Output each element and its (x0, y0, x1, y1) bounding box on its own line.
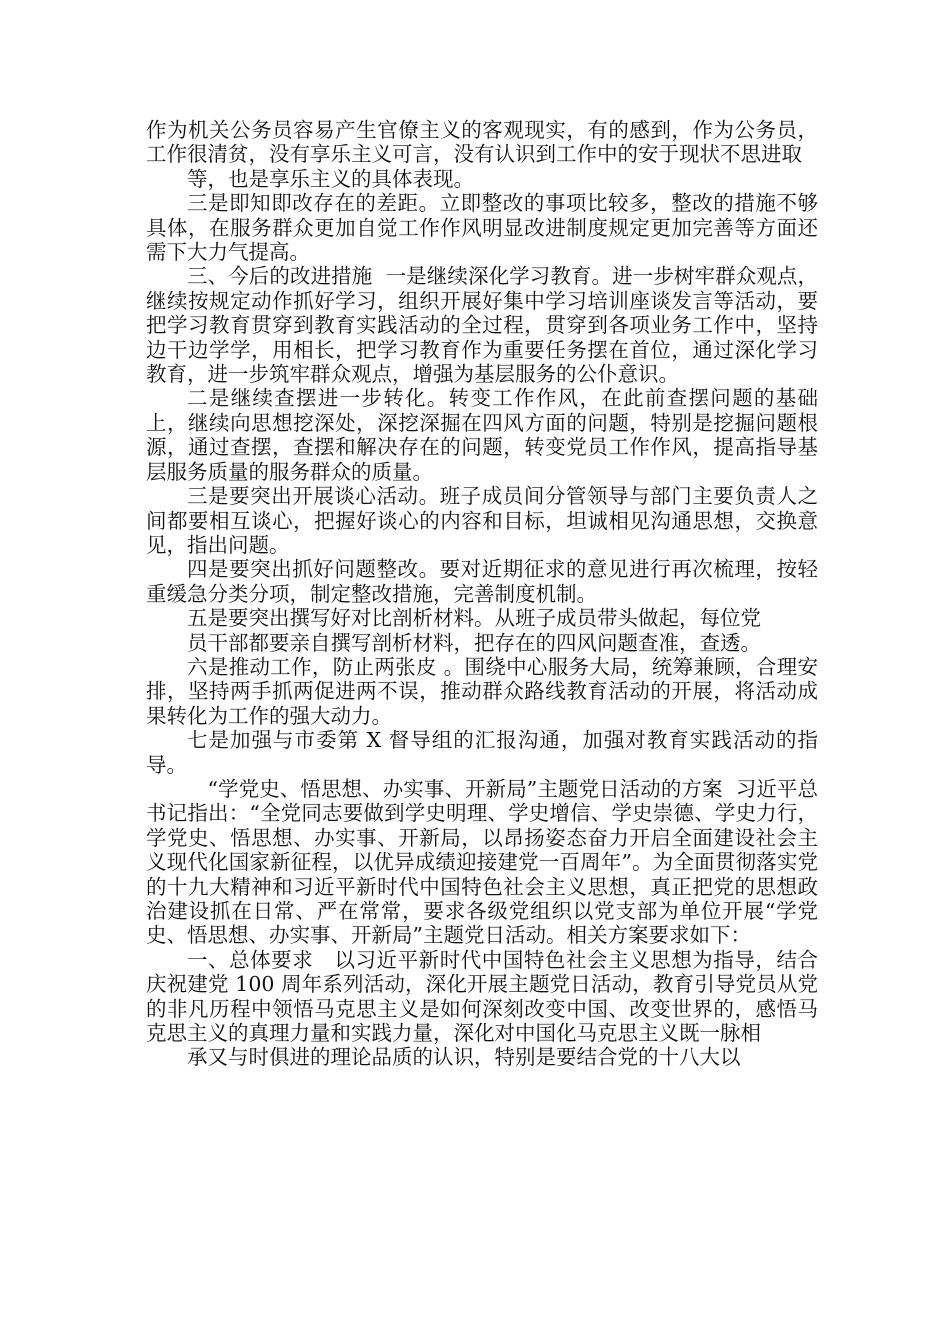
paragraph: 四是要突出抓好问题整改。要对近期征求的意见进行再次梳理，按轻重缓急分类分项，制定整改措施，完善制度机制。 (146, 557, 818, 606)
paragraph: 三、今后的改进措施 一是继续深化学习教育。进一步树牢群众观点，继续按规定动作抓好学习，组织开展好集中学习培训座谈发言等活动，要把学习教育贯穿到教育实践活动的全过程，贯穿到各项业务工作中，坚持边干边学学，用相长，把学习教育作为重要任务摆在首位，通过深化学习教育，进一步筑牢群众观点，增强为基层服务的公仆意识。 (146, 264, 818, 387)
paragraph: 二是继续查摆进一步转化。转变工作作风，在此前查摆问题的基础上，继续向思想挖深处，深挖深掘在四风方面的问题，特别是挖掘问题根源，通过查摆，查摆和解决存在的问题，转变党员工作作风，提高指导基层服务质量的服务群众的质量。 (146, 386, 818, 484)
paragraph: 六是推动工作，防止两张皮 。围绕中心服务大局，统筹兼顾，合理安排，坚持两手抓两促进两不误，推动群众路线教育活动的开展，将活动成果转化为工作的强大动力。 (146, 654, 818, 728)
paragraph: 员干部都要亲自撰写剖析材料，把存在的四风问题查准，查透。 (187, 630, 761, 655)
paragraph: 一、总体要求 以习近平新时代中国特色社会主义思想为指导，结合庆祝建党 100 周年系列活动，深化开展主题党日活动，教育引导党员从党的非凡历程中领悟马克思主义是如何深刻改变中国、改变世界的，感悟马克思主义的真理力量和实践力量，深化对中国化马克思主义既一脉相 (146, 947, 818, 1046)
paragraph: 五是要突出撰写好对比剖析材料。从班子成员带头做起，每位党 (187, 606, 761, 631)
paragraph: 七是加强与市委第 X 督导组的汇报沟通，加强对教育实践活动的指导。 (146, 728, 818, 777)
paragraph: 三是即知即改存在的差距。立即整改的事项比较多，整改的措施不够具体，在服务群众更加自觉工作作风明显改进制度规定更加完善等方面还需下大力气提高。 (146, 191, 818, 265)
paragraph: 三是要突出开展谈心活动。班子成员间分管领导与部门主要负责人之间都要相互谈心，把握好谈心的内容和目标，坦诚相见沟通思想，交换意见，指出问题。 (146, 484, 818, 557)
document-body (146, 118, 818, 1070)
paragraph: 作为机关公务员容易产生官僚主义的客观现实，有的感到，作为公务员，工作很清贫，没有享乐主义可言，没有认识到工作中的安于现状不思进取 (146, 118, 818, 167)
paragraph: 承又与时俱进的理论品质的认识，特别是要结合党的十八大以 (187, 1045, 741, 1070)
paragraph: 等，也是享乐主义的具体表现。 (187, 166, 474, 191)
paragraph: “学党史、悟思想、办实事、开新局”主题党日活动的方案 习近平总书记指出：“全党同志要做到学史明理、学史增信、学史崇德、学史力行，学党史、悟思想、办实事、开新局，以昂扬姿态奋力开启全面建设社会主义现代化国家新征程，以优异成绩迎接建党一百周年”。为全面贯彻落实党的十九大精神和习近平新时代中国特色社会主义思想，真正把党的思想政治建设抓在日常、严在常常，要求各级党组织以党支部为单位开展“学党史、悟思想、办实事、开新局”主题党日活动。相关方案要求如下： (146, 776, 818, 948)
